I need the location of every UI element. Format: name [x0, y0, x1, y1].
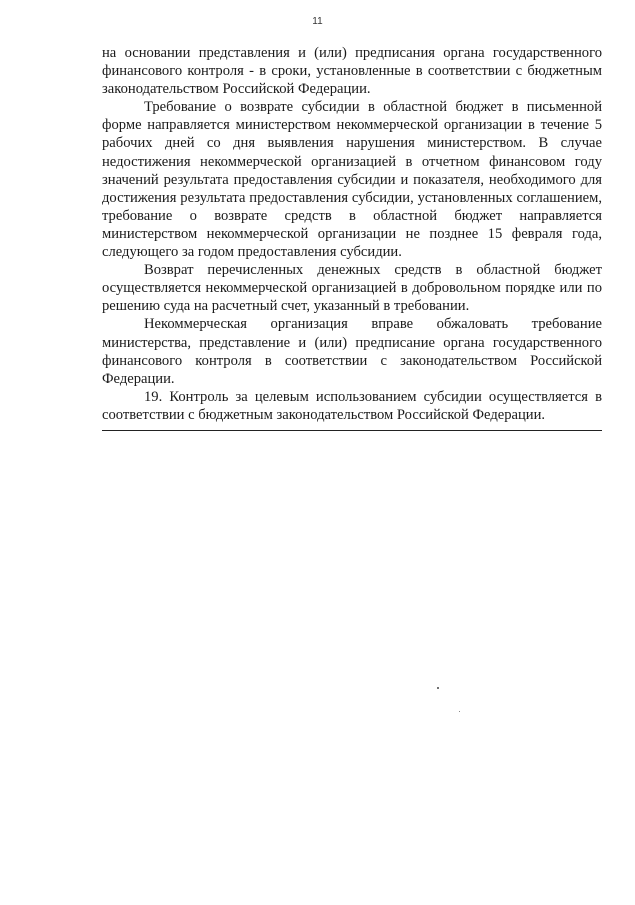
document-body [102, 44, 602, 424]
paragraph-refund-procedure: Возврат перечисленных денежных средств в областной бюджет осуществляется некоммерческой организацией в добровольном порядке или по решению суда на расчетный счет, указанный в требовании. [102, 262, 602, 315]
paragraph-appeal-right: Некоммерческая организация вправе обжаловать требование министерства, представление и (или) предписание органа государственного финансового контроля в соответствии с законодательством Российской Федерации. [102, 316, 602, 387]
end-separator-line [102, 430, 602, 431]
paragraph-refund-demand: Требование о возврате субсидии в областной бюджет в письменной форме направляется министерством некоммерческой организации в течение 5 рабочих дней со дня выявления нарушения министерством. В случае недостижения некоммерческой организацией в отчетном финансовом году значений результата предоставления субсидии и показателя, необходимого для достижения результата предоставления субсидии, установленных соглашением, требование о возврате средств в областной бюджет направляется министерством некоммерческой организации не позднее 15 февраля года, следующего за годом предоставления субсидии. [102, 99, 602, 261]
scan-speck [459, 711, 460, 712]
paragraph-continuation: на основании представления и (или) предписания органа государственного финансового контроля - в сроки, установленные в соответствии с бюджетным законодательством Российской Федерации. [102, 45, 602, 98]
paragraph-control-clause: 19. Контроль за целевым использованием субсидии осуществляется в соответствии с бюджетным законодательством Российской Федерации. [102, 388, 602, 423]
scan-speck [437, 687, 439, 689]
page-number: 11 [312, 16, 323, 27]
